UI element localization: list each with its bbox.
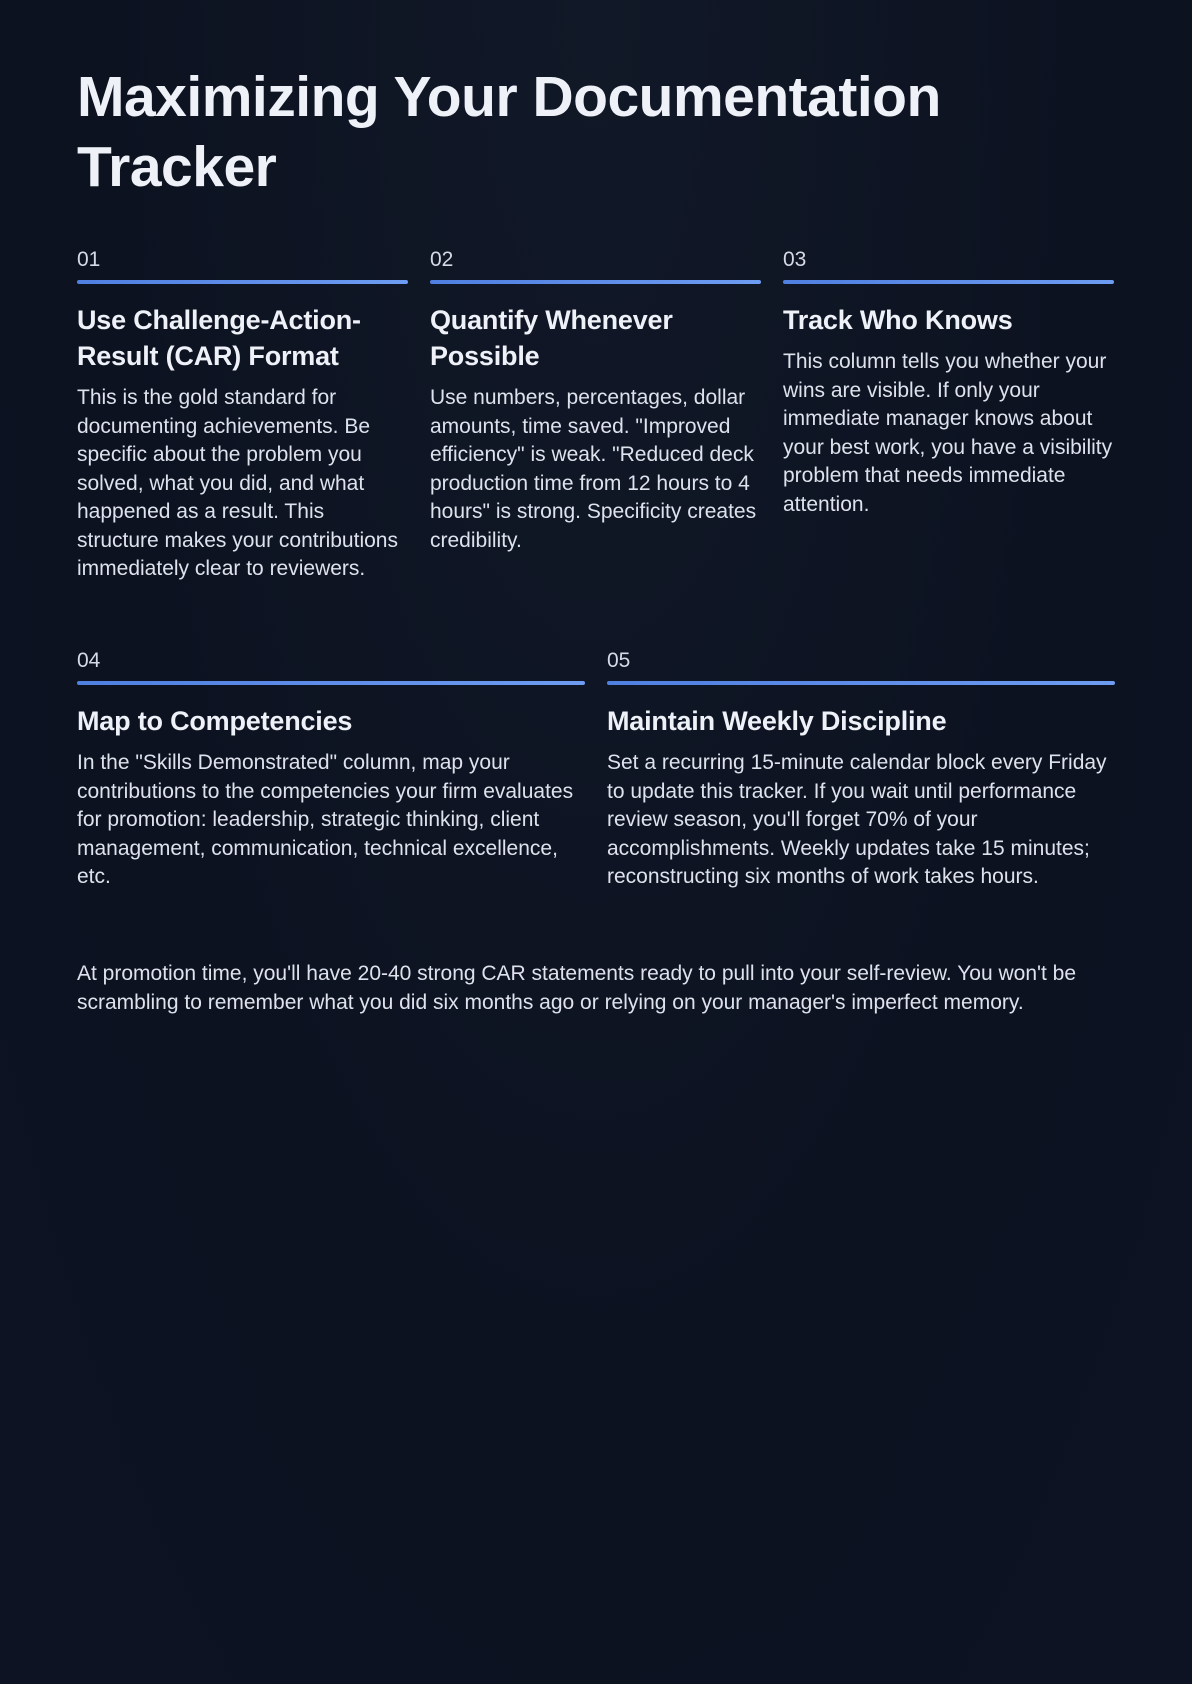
tip-body: This column tells you whether your wins are visible. If only your immediate manager knows about your best work, you have a visibility problem that needs immediate attention. (783, 350, 1113, 516)
tip-body: Set a recurring 15-minute calendar block every Friday to update this tracker. If you wait until performance review season, you'll forget 70% of your accomplishments. Weekly updates take 15 minutes; reconstructing six months of work takes hours. (607, 751, 1107, 888)
tip-heading: Quantify Whenever Possible (430, 305, 673, 371)
tip-number: 01 (77, 248, 101, 271)
tips-row-1 (77, 246, 1115, 584)
closing-paragraph: At promotion time, you'll have 20-40 strong CAR statements ready to pull into your self-review. You won't be scrambling to remember what you did six months ago or relying on your manager's imperfect memory. (77, 962, 1077, 1014)
tip-body: This is the gold standard for documenting achievements. Be specific about the problem you solved, what you did, and what happened as a result. This structure makes your contributions immediately clear to reviewers. (77, 386, 398, 580)
tip-heading: Use Challenge-Action-Result (CAR) Format (77, 305, 361, 371)
tips-row-2 (77, 647, 1115, 892)
tip-card-01 (77, 246, 408, 584)
tip-card-05 (607, 647, 1115, 892)
accent-divider (77, 681, 585, 685)
page-title: Maximizing Your Documentation Tracker (77, 65, 941, 199)
tip-card-02 (430, 246, 761, 584)
tip-number: 05 (607, 649, 631, 672)
tip-body: In the "Skills Demonstrated" column, map your contributions to the competencies your firm evaluates for promotion: leadership, strategic thinking, client management, communication, technical excellence, etc. (77, 751, 574, 888)
tip-number: 03 (783, 248, 807, 271)
tip-heading: Track Who Knows (783, 305, 1013, 335)
tip-heading: Maintain Weekly Discipline (607, 706, 947, 736)
accent-divider (77, 280, 408, 284)
tip-card-04 (77, 647, 585, 892)
tip-body: Use numbers, percentages, dollar amounts, time saved. "Improved efficiency" is weak. "Reduced deck production time from 12 hours to 4 hours" is strong. Specificity creates credibility. (430, 386, 757, 552)
tip-card-03 (783, 246, 1114, 584)
tip-number: 04 (77, 649, 101, 672)
accent-divider (783, 280, 1114, 284)
accent-divider (430, 280, 761, 284)
accent-divider (607, 681, 1115, 685)
tip-heading: Map to Competencies (77, 706, 353, 736)
tip-number: 02 (430, 248, 454, 271)
